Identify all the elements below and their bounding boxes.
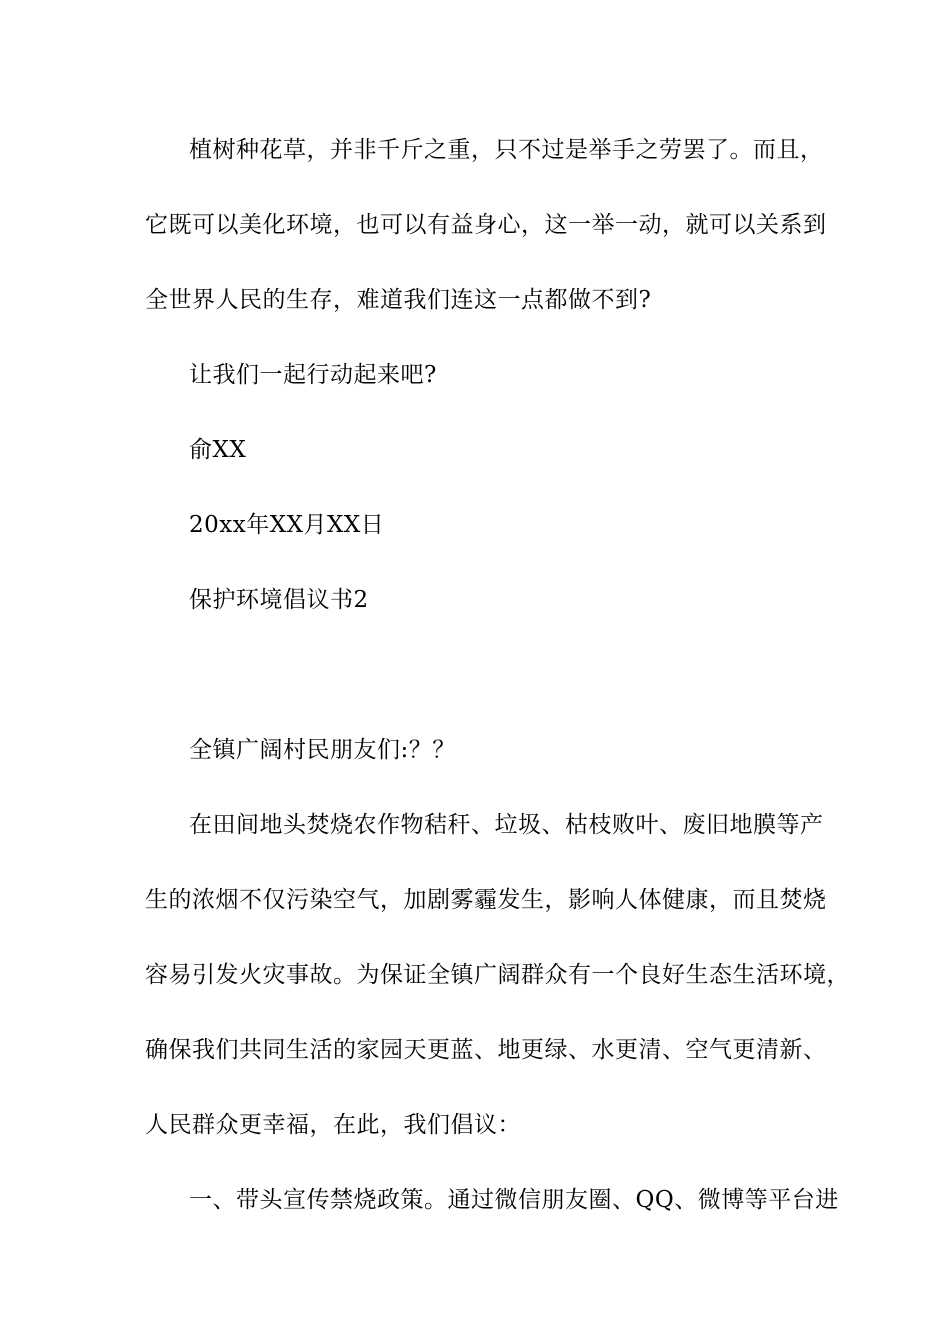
paragraph-line: 生的浓烟不仅污染空气，加剧雾霾发生，影响人体健康，而且焚烧 xyxy=(145,887,827,913)
signature-date: 20xx年XX月XX日 xyxy=(189,512,385,538)
paragraph-line: 一、带头宣传禁烧政策。通过微信朋友圈、QQ、微博等平台进 xyxy=(189,1187,839,1213)
paragraph-line: 全世界人民的生存，难道我们连这一点都做不到? xyxy=(145,287,652,313)
paragraph-line: 它既可以美化环境，也可以有益身心，这一举一动，就可以关系到 xyxy=(145,212,827,238)
paragraph-line: 人民群众更幸福，在此，我们倡议： xyxy=(145,1112,521,1138)
salutation: 全镇广阔村民朋友们:？？ xyxy=(189,737,456,763)
paragraph-line: 植树种花草，并非千斤之重，只不过是举手之劳罢了。而且， xyxy=(189,137,824,163)
paragraph-line: 确保我们共同生活的家园天更蓝、地更绿、水更清、空气更清新、 xyxy=(145,1037,827,1063)
paragraph-line: 让我们一起行动起来吧? xyxy=(189,362,437,388)
paragraph-line: 在田间地头焚烧农作物秸秆、垃圾、枯枝败叶、废旧地膜等产 xyxy=(189,812,824,838)
paragraph-line: 容易引发火灾事故。为保证全镇广阔群众有一个良好生态生活环境， xyxy=(145,962,850,988)
section-title: 保护环境倡议书2 xyxy=(189,587,369,613)
signature-name: 俞XX xyxy=(189,437,247,463)
